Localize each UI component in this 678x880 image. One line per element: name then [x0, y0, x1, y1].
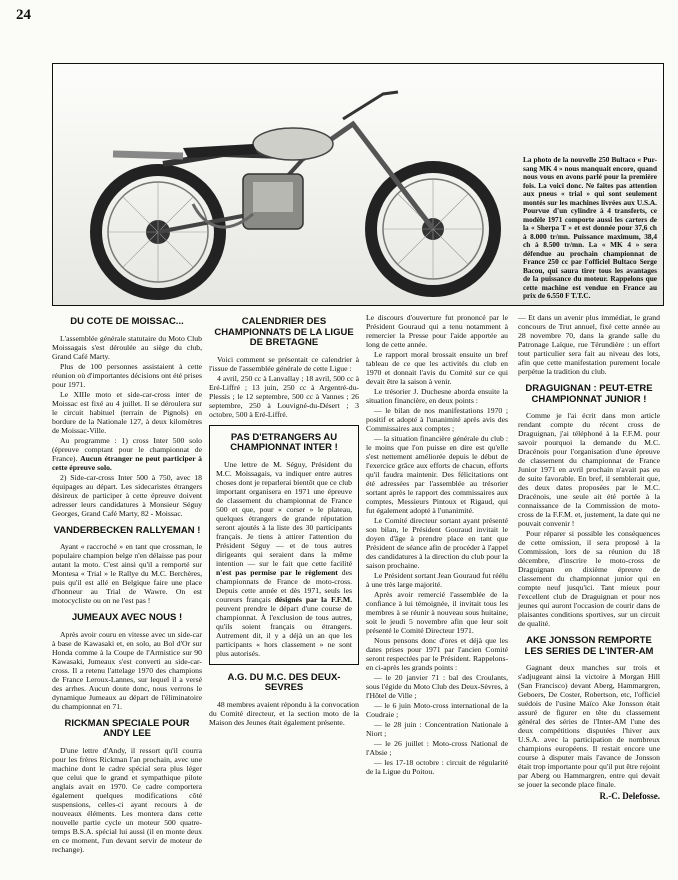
paragraph: Le Comité directeur sortant ayant présenté son bilan, le Président Gouraud invitait le doyen d'âge à prendre place en tant que Président de séance afin de procéder à l'appel des candidatures à la direction du club pour la saison prochaine. [366, 516, 508, 570]
paragraph-text: peuvent prendre le départ d'une course de championnat. À l'exclusion de tous autres, qu'ils soient français ou étrangers. Autrement dit, il y a déjà un an que les participants « hors classement » ne sont plus autorisés. [216, 603, 352, 658]
paragraph [52, 436, 202, 472]
paragraph: 48 membres avaient répondu à la convocation du Comité directeur, et la section moto de la Maison des Jeunes était également présente. [209, 699, 359, 727]
article-jumeaux [52, 613, 202, 711]
paragraph: — les 17-18 octobre : circuit de régularité de la Ligue du Poitou. [366, 758, 508, 776]
headline-draguignan: DRAGUIGNAN : PEUT-ETRE CHAMPIONNAT JUNIOR ! [525, 383, 653, 405]
article-etrangers-box [209, 425, 359, 665]
author-signature: R.-C. Delefosse. [599, 791, 660, 801]
paragraph: Le XIIIe moto et side-car-cross inter de Moissac est fixé au 4 juillet. Il se déroulera sur le circuit habituel (terrain de Pignols) en bordure de la Nationale 127, à deux kilomètres de Moissac-Ville. [52, 389, 202, 435]
article-rickman [52, 719, 202, 854]
article-jonsson [518, 636, 660, 801]
paragraph: Le rapport moral brossait ensuite un bref tableau de ce que les activités du club en 1970 et donnait l'avis du Comité sur ce qui devait être la saison à venir. [366, 350, 508, 386]
paragraph: L'assemblée générale statutaire du Moto Club Moissagais s'est déroulée au siège du club, Grand Café Marty. [52, 333, 202, 361]
emphasis-text: désignés par la F.F.M. [274, 594, 352, 604]
page-number: 24 [16, 7, 31, 23]
article-moissac [52, 317, 202, 518]
column-2 [209, 313, 359, 728]
paragraph: Ayant « raccroché » en tant que crossman, le populaire champion belge n'en délaisse pas pour autant la moto. C'est ainsi qu'il a remporté sur Montesa « Trial » le Rallye du M.C. Berchères, puis qu'il est allé en Belgique faire une place d'honneur au Trial de Wawre. On est motocycliste ou on ne l'est pas ! [52, 542, 202, 605]
column-1 [52, 313, 202, 855]
article-deux-sevres [209, 673, 359, 727]
paragraph: Gagnant deux manches sur trois et s'adjugeant ainsi la victoire à Morgan Hill (San Francisco) devant Aberg, Hammargren, Geboers, De Coster, Robertson, etc, l'officiel suédois de l'usine Maïco Ake Jonsson était assuré de figurer en tête du classement général des séries de l'Inter-AM l'une des deux compétitions disputées l'hiver aux U.S.A. avec la participation de nombreux champions européens. Il restait encore une course à disputer mais l'avance de Jonsson était trop importante pour qu'il put être rejoint par Aberg ou Hammargren, entre qui devait se jouer la seconde place finale. [518, 663, 660, 789]
paragraph-text: Au programme : 1) cross Inter 500 solo (épreuve comptant pour le championnat de France). [52, 435, 202, 463]
paragraph: — la situation financière générale du club : le moins que l'on puisse en dire est qu'elle s'est nettement améliorée depuis le début de l'exercice grâce aux efforts de chacun, efforts qu'il faudra maintenir. Des félicitations ont été adressées par l'assemblée au trésorier sortant après le rapport des commissaires aux comptes, Messieurs Pintoux et Rigaud, qui fut également adopté à l'unanimité. [366, 434, 508, 515]
headline-jumeaux: JUMEAUX AVEC NOUS ! [71, 612, 183, 623]
paragraph: — Et dans un avenir plus immédiat, le grand concours de Trut annuel, fixé cette année au 28 novembre 70, dans la grande salle du Patronage Laïque, rue Térundière : un effort tout particulier sera fait au niveau des lots, afin que cette manifestation purement locale perpétue la tradition du club. [518, 313, 660, 376]
column-4 [518, 313, 660, 801]
paragraph: Le discours d'ouverture fut prononcé par le Président Gouraud qui a tenu notamment à remercier la Presse pour l'aide apportée au long de cette année. [366, 313, 508, 349]
headline-moissac: DU COTE DE MOISSAC... [70, 316, 184, 327]
paragraph-text: des championnats de France de moto-cross. Depuis cette année et dès 1971, seuls les coureurs français [216, 567, 352, 604]
article-bretagne [209, 317, 359, 419]
paragraph: — le 26 juillet : Moto-cross National de l'Absie ; [366, 739, 508, 757]
paragraph: Plus de 100 personnes assistaient à cette réunion où d'importantes décisions ont été prises pour 1971. [52, 361, 202, 389]
paragraph: Pour réparer si possible les conséquences de cette omission, il sera proposé à la Commission, lors de sa réunion du 18 décembre, d'inscrire le moto-cross de Draguignan en dixième épreuve de classement du championnat junior qui en compte neuf jusqu'ici. Tant mieux pour l'excellent club de Draguignan et pour nos jeunes qui auront l'occasion de courir dans de plaisantes conditions sportives, sur un circuit de qualité. [518, 529, 660, 628]
emphasis-text: Aucun étranger ne peut participer à cette épreuve solo. [52, 453, 202, 472]
paragraph: Comme je l'ai écrit dans mon article rendant compte du récent cross de Draguignan, j'ai téléphoné à la F.F.M. pour savoir pourquoi la demande du M.C. Dracénois pour l'organisation d'une épreuve de classement du championnat de France Junior 1971 en avril prochain n'avait pas eu de suite favorable. En bref, il semblerait que, des deux dates proposées par le M.C. Dracénois, une seule ait été portée à la connaissance de la Commission de moto-cross de la F.F.M. et, justement, la date qui ne pouvait convenir ! [518, 411, 660, 528]
paragraph: Le trésorier J. Duchesne aborda ensuite la situation financière, en deux points : [366, 387, 508, 405]
paragraph: 4 avril, 250 cc à Lanvallay ; 18 avril, 500 cc à Eré-Liffré ; 13 juin, 250 cc à Argentré-du-Plessis ; le 12 septembre, 500 cc à Vannes ; 26 septembre, 250 à Louvigné-du-Désert ; 3 octobre, 500 à Eré-Liffré. [209, 373, 359, 419]
headline-deux-sevres: A.G. DU M.C. DES DEUX-SEVRES [227, 671, 341, 693]
headline-jonsson: AKE JONSSON REMPORTE LES SERIES DE L'INTER-AM [524, 635, 654, 657]
paragraph: D'une lettre d'Andy, il ressort qu'il courra pour les frères Rickman l'an prochain, avec une machine dont le cadre spécial sera plus léger que celui que le grand et sympathique pilote anglais avait en 1970. Ce cadre comportera également quelques modifications côté suspensions, celles-ci ayant recours à de nouveaux éléments. Les montera dans cette nouvelle partie cycle un moteur 500 quatre-temps B.S.A. spécial lui aussi (il en monte deux en ce moment, l'un devant servir de moteur de rechange). [52, 745, 202, 854]
photo-caption: La photo de la nouvelle 250 Bultaco « Pur-sang MK 4 » nous manquait encore, quand nous vous en avons parlé pour la première fois. La voici donc. Ne faites pas attention aux pneus « trial » qui sont seulement montés sur les machines livrées aux U.S.A. Pourvue d'un cylindre à 4 transferts, ce modèle 1971 comporte aussi les carters de la « Sherpa T » et est donnée pour 37,6 ch à 8.000 tr/mn. Puissance maximum, 38,4 ch à 8.500 tr/mn. La « MK 4 » sera défendue au prochain championnat de France 250 cc par l'officiel Bultaco Serge Bacou, qui saura tirer tous les avantages de la puissance du moteur. Rappelons que cette machine est vendue en France au prix de 6.550 F T.T.C. [523, 155, 657, 300]
paragraph: Voici comment se présentait ce calendrier à l'issue de l'assemblée générale de cette Ligue : [209, 354, 359, 373]
paragraph: — le bilan de nos manifestations 1970 ; positif et adopté à l'unanimité après avis des Commissaires aux comptes ; [366, 406, 508, 433]
headline-rickman: RICKMAN SPECIALE POUR ANDY LEE [64, 717, 190, 739]
paragraph: — le 20 janvier 71 : bal des Croulants, sous l'égide du Moto Club des Deux-Sèvres, à l'Hôtel de Ville ; [366, 673, 508, 700]
paragraph [216, 460, 352, 658]
article-vanderbecken [52, 526, 202, 606]
paragraph: Après avoir remercié l'assemblée de la confiance à lui témoignée, il invitait tous les membres à se réunir à nouveau sous huitaine, soit le jeudi 5 novembre afin que leur soit présenté le Comité Directeur 1971. [366, 590, 508, 635]
paragraph: — le 6 juin Moto-cross international de la Coudraie ; [366, 701, 508, 719]
article-draguignan [518, 384, 660, 628]
paragraph: 2) Side-car-cross Inter 500 à 750, avec 18 équipages au départ. Les sidecaristes étrangers désireux de participer à cette épreuve doivent adresser leurs candidatures à Monsieur Séguy Georges, Grand Café Marty, 82 - Moissac. [52, 472, 202, 518]
paragraph-text: Une lettre de M. Séguy, Président du M.C. Moissagais, va indiquer entre autres choses dont je reparlerai bientôt que ce club important organisera en 1971 une épreuve de classement du championnat de France 500 et que, pour « corser » le plateau, quelques étrangers de grande réputation seront ajoutés à la liste des 30 participants français. Je tiens à attirer l'attention du Président Séguy — et de tous autres dirigeants qui seraient dans la même intention — sur le fait que cette facilité [216, 459, 352, 568]
paragraph: Le Président sortant Jean Gouraud fut réélu à une très large majorité. [366, 571, 508, 589]
headline-vanderbecken: VANDERBECKEN RALLYEMAN ! [53, 524, 201, 536]
emphasis-text: n'est pas permise par le règlement [216, 567, 338, 577]
headline-etrangers: PAS D'ETRANGERS AU CHAMPIONNAT INTER ! [230, 431, 338, 453]
column-3 [366, 313, 508, 777]
paragraph: — le 28 juin : Concentration Nationale à Niort ; [366, 720, 508, 738]
headline-bretagne: CALENDRIER DES CHAMPIONNATS DE LA LIGUE DE BRETAGNE [214, 316, 354, 348]
paragraph: Après avoir couru en vitesse avec un side-car à base de Kawasaki et, en solo, au Bol d'Or sur Honda comme à la Coupe de l'Armistice sur 90 Kawasaki, Jumeaux s'est converti au side-car-cross. Il a retenu l'attelage 1970 des champions de France Leroux-Lannes, sur lequel il a versé des arrhes. Aucun doute donc, nous verrons le dynamique Jumeaux au départ de l'éliminatoire du championnat en 71. [52, 629, 202, 711]
paragraph: Nous pensons donc d'ores et déjà que les dates prises pour 1971 par l'ancien Comité seront respectées par le Président. Rappelons-en ci-après les grands points : [366, 636, 508, 672]
